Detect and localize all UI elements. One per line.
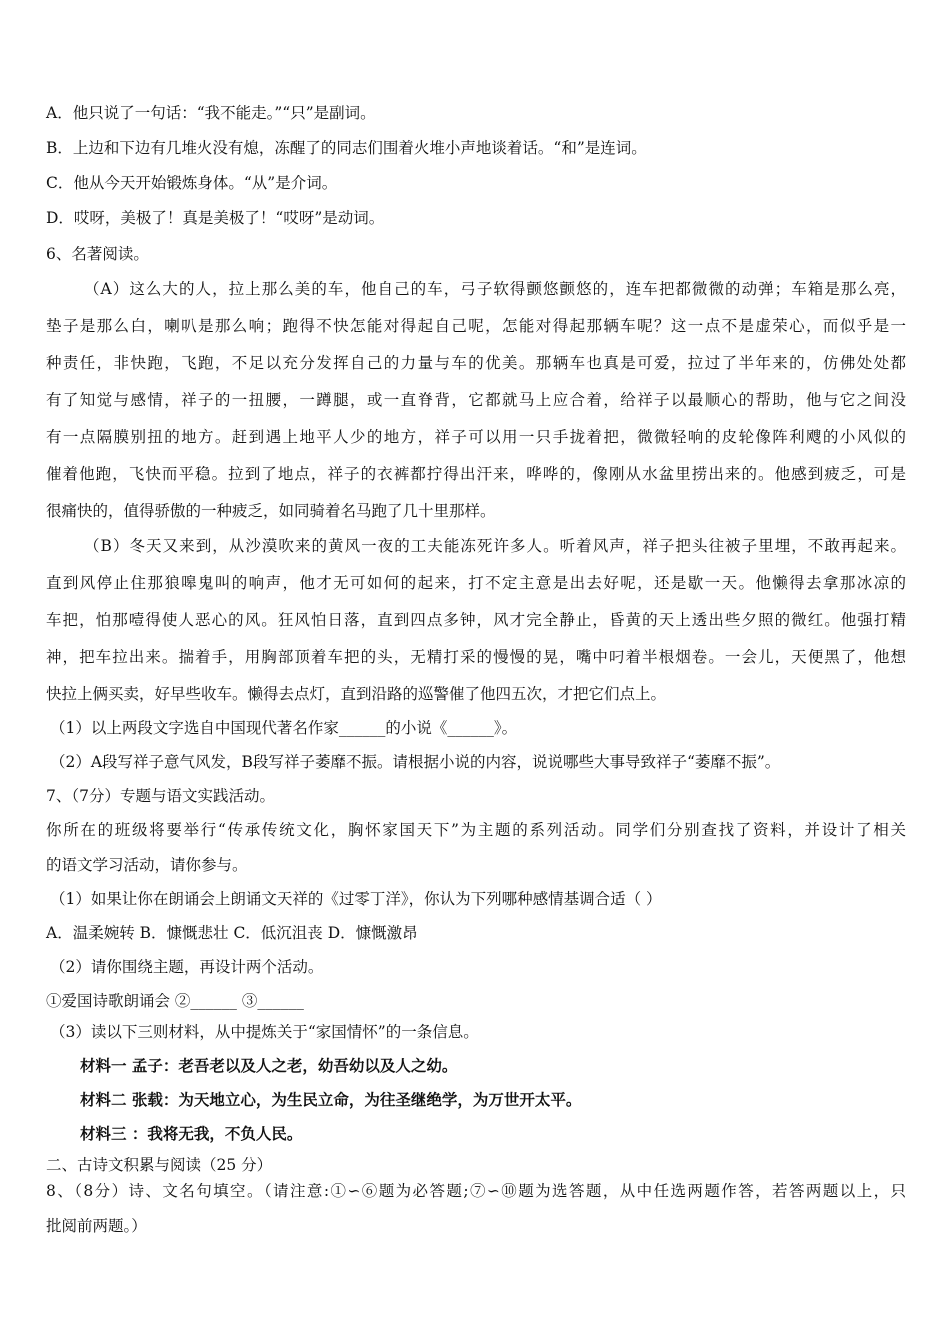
q6-passage-a-line: 种责任，非快跑，飞跑，不足以充分发挥自己的力量与车的优美。那辆车也真是可爱，拉过了半年来的，仿佛处处都 [46, 354, 906, 372]
q5-option-a: A．他只说了一句话：“我不能走。”“只”是副词。 [46, 104, 376, 122]
q5-option-c: C．他从今天开始锻炼身体。“从”是介词。 [46, 174, 338, 192]
q7-intro-line: 你所在的班级将要举行“传承传统文化，胸怀家国天下”为主题的系列活动。同学们分别查找了资料，并设计了相关 [46, 821, 906, 839]
q8-line: 8、（8分）诗、文名句填空。（请注意:①∽⑥题为必答题;⑦∽⑩题为选答题，从中任选两题作答，若答两题以上，只 [46, 1182, 906, 1200]
q7-intro-line: 的语文学习活动，请你参与。 [46, 856, 248, 874]
q6-passage-a-line: 有了知觉与感情，祥子的一扭腰，一蹲腿，或一直脊背，它都就马上应合着，给祥子以最顺心的帮助，他与它之间没 [46, 391, 906, 409]
q6-passage-a-line: 垫子是那么白，喇叭是那么响；跑得不快怎能对得起自己呢，怎能对得起那辆车呢？这一点不是虚荣心，而似乎是一 [46, 317, 906, 335]
q6-passage-b-line: 直到风停止住那狼嗥鬼叫的响声，他才无可如何的起来，打不定主意是出去好呢，还是歇一天。他懒得去拿那冰凉的 [46, 574, 906, 592]
q5-option-d: D．哎呀，美极了！真是美极了！“哎呀”是动词。 [46, 209, 385, 227]
q7-sub1-options: A．温柔婉转 B．慷慨悲壮 C．低沉沮丧 D．慷慨激昂 [46, 924, 418, 942]
section-2-heading: 二、古诗文积累与阅读（25 分） [46, 1156, 273, 1174]
q6-passage-b-line: 快拉上俩买卖，好早些收车。懒得去点灯，直到沿路的巡警催了他四五次，才把它们点上。 [46, 685, 667, 703]
q6-passage-a-line: （A）这么大的人，拉上那么美的车，他自己的车，弓子软得颤悠颤悠的，连车把都微微的动弹；车箱是那么亮， [84, 280, 906, 298]
q6-passage-a-line: 催着他跑，飞快而平稳。拉到了地点，祥子的衣裤都拧得出汗来，哗哗的，像刚从水盆里捞出来的。他感到疲乏，可是 [46, 465, 906, 483]
q6-sub1: （1）以上两段文字选自中国现代著名作家______的小说《______》。 [50, 719, 518, 737]
q6-passage-b-line: （B）冬天又来到，从沙漠吹来的黄风一夜的工夫能冻死许多人。听着风声，祥子把头往被子里埋，不敢再起来。 [84, 537, 906, 555]
q7-sub3: （3）读以下三则材料，从中提炼关于“家国情怀”的一条信息。 [50, 1023, 479, 1041]
q6-title: 6、名著阅读。 [46, 245, 149, 263]
q6-passage-b-line: 车把，怕那噎得使人恶心的风。狂风怕日落，直到四点多钟，风才完全静止，昏黄的天上透出些夕照的微红。他强打精 [46, 611, 906, 629]
q7-sub2-items: ①爱国诗歌朗诵会 ②______ ③______ [46, 992, 304, 1010]
q8-line: 批阅前两题。） [46, 1217, 147, 1235]
q7-material: 材料二 张载：为天地立心，为生民立命，为往圣继绝学，为万世开太平。 [80, 1090, 582, 1109]
q7-title: 7、（7分）专题与语文实践活动。 [46, 787, 275, 805]
q6-passage-a-line: 有一点隔膜别扭的地方。赶到遇上地平人少的地方，祥子可以用一只手拢着把，微微轻响的皮轮像阵利飕的小风似的 [46, 428, 906, 446]
q7-sub2: （2）请你围绕主题，再设计两个活动。 [50, 958, 324, 976]
q7-material: 材料三 ：我将无我，不负人民。 [80, 1124, 303, 1143]
q6-passage-b-line: 神，把车拉出来。揣着手，用胸部顶着车把的头，无精打采的慢慢的晃，嘴中叼着半根烟卷。一会儿，天便黑了，他想 [46, 648, 906, 666]
q6-passage-a-line: 很痛快的，值得骄傲的一种疲乏，如同骑着名马跑了几十里那样。 [46, 502, 496, 520]
q7-sub1: （1）如果让你在朗诵会上朗诵文天祥的《过零丁洋》，你认为下列哪种感情基调合适（ ） [50, 890, 662, 908]
q7-material: 材料一 孟子：老吾老以及人之老，幼吾幼以及人之幼。 [80, 1056, 458, 1075]
q6-sub2: （2）A段写祥子意气风发，B段写祥子萎靡不振。请根据小说的内容，说说哪些大事导致祥子“萎靡不振”。 [50, 753, 781, 771]
q5-option-b: B．上边和下边有几堆火没有熄，冻醒了的同志们围着火堆小声地谈着话。“和”是连词。 [46, 139, 647, 157]
